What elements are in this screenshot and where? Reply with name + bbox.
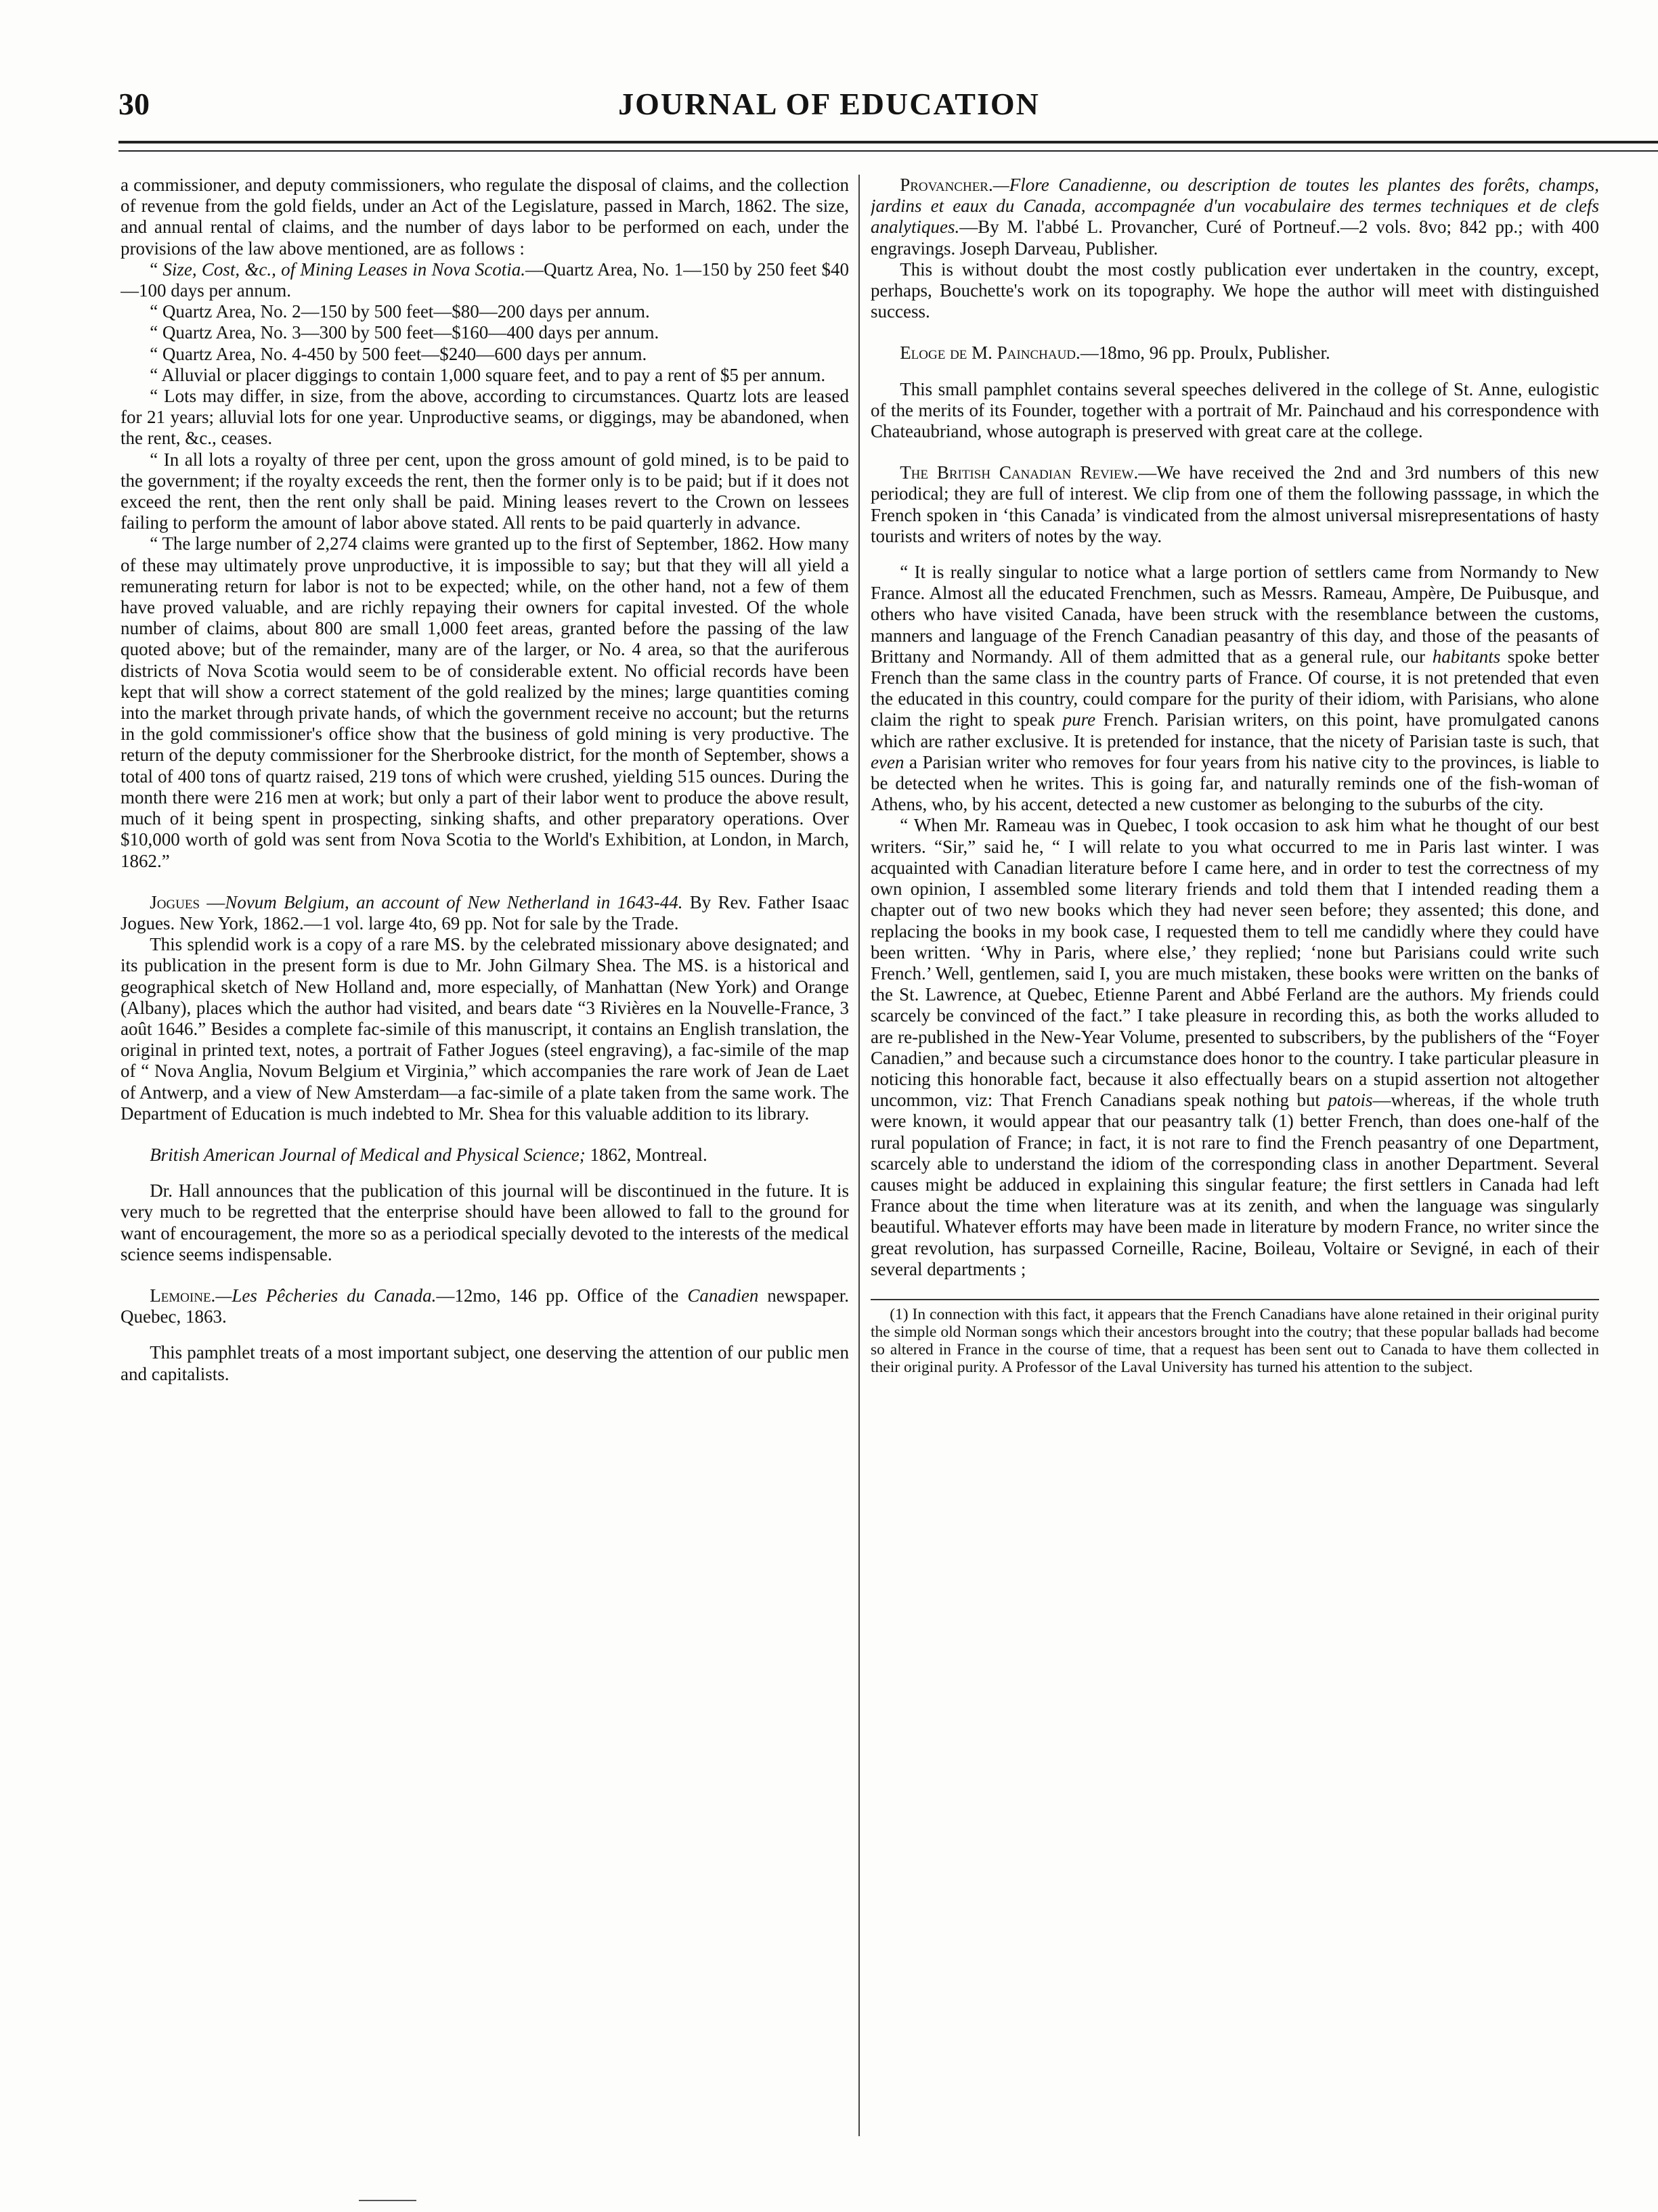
lemoine-title: —Les Pêcheries du Canada. [215,1285,437,1306]
page-number: 30 [118,87,150,121]
quote-1-part-d: a Parisian writer who removes for four years from his native city to the provinces, is liable to be detected when he writes. This is going far, and naturally reminds one of the fish-woman of Athens, who, by his accent, detected a new customer as belonging to the suburbs of the city. [871,751,1599,815]
quote-1-part-a: “ It is really singular to notice what a large portion of settlers came from Normandy to New France. Almost all the educated Frenchmen, such as Messrs. Rameau, Ampère, De Puibusque, and others who have visited Canada, have been struck with the resemblance between the customs, manners and language of the French Canadian peasantry of this day, and those of the peasants of Brittany and Normandy. All of them admitted that as a general rule, our [871,562,1599,667]
review-title: The British Canadian Review. [900,462,1139,483]
lease-area-1: —Quartz Area, No. 1—150 by 250 feet $40—100 days per annum. [121,259,849,301]
quote-1-pure: pure [1062,709,1096,730]
footnote: (1) In connection with this fact, it appears that the French Canadians have alone retained in their original purity the simple old Norman songs which their ancestors brought into the coutry; that these popular ballads had become so altered in France in the course of time, that a request has been sent out to Canada to have them collected in their original purity. A Professor of the Laval University has turned his attention to the subject. [871,1305,1599,1376]
provancher-review: This is without doubt the most costly publication ever undertaken in the country, except, perhaps, Bouchette's work on its topography. We hope the author will meet with distinguished success. [871,259,1599,322]
left-column [121,175,849,2151]
medical-journal-review: Dr. Hall announces that the publication of this journal will be discontinued in the future. It is very much to be regretted that the enterprise should have been allowed to fall to the ground for want of encouragement, the more so as a periodical specially devoted to the interests of the medical science seems indispensable. [121,1180,849,1264]
eloge-entry [871,342,1599,363]
lemoine-place: newspaper. Quebec, 1863. [121,1285,849,1327]
lots-paragraph: “ Lots may differ, in size, from the above, according to circumstances. Quartz lots are leased for 21 years; alluvial lots for one year. Unproductive seams, or diggings, may be abandoned, when the rent, &c., ceases. [121,386,849,449]
lease-paragraph: “ Size, Cost, &c., of Mining Leases in Nova Scotia.—Quartz Area, No. 1—150 by 250 feet $40—100 days per annum. [121,259,849,301]
header-rule-thin [118,150,1658,152]
footnote-rule [871,1299,1599,1300]
provancher-author: Provancher. [900,175,993,195]
eloge-title: Eloge de M. Painchaud. [900,342,1081,363]
royalty-paragraph: “ In all lots a royalty of three per cent, upon the gross amount of gold mined, is to be paid to the government; if the royalty exceeds the rent, then the former only is to be paid; but if it does not exceed the rent, then the rent only shall be paid. Mining leases revert to the Crown on lessees failing to perform the amount of labor above stated. All rents to be paid quarterly in advance. [121,449,849,533]
lease-area-2: “ Quartz Area, No. 2—150 by 500 feet—$80—200 days per annum. [150,301,650,322]
page-bottom-mark [359,2200,416,2201]
lemoine-newspaper: Canadien [687,1285,759,1306]
medical-journal-details: 1862, Montreal. [590,1144,707,1165]
column-divider [858,175,860,2136]
quote-1-even: even [871,751,904,772]
quote-2-patois: patois [1328,1090,1373,1111]
lease-title: Size, Cost, &c., of Mining Leases in Nova Scotia. [162,259,525,280]
quote-2-part-b: —whereas, if the whole truth were known, it would appear that our peasantry talk (1) better French, than does one-half of the rural population of France; in fact, it is not rare to find the French peasantry of one Department, scarcely able to understand the idiom of the corresponding class in another Department. Several causes might be adduced in explaining this singular feature; the first settlers in Canada had left France about the time when literature was at its zenith, and when the language was singularly beautiful. Whatever efforts may have been made in literature by modern France, no writer since the great revolution, has surpassed Corneille, Racine, Boileau, Voltaire or Sevigné, in each of their several departments ; [871,1090,1599,1279]
jogues-author: Jogues [150,891,200,912]
jogues-title: Novum Belgium, an account of New Netherland in 1643-44. [225,891,683,912]
provancher-title: —Flore Canadienne, ou description de toutes les plantes des forêts, champs, jardins et eaux du Canada, accompagnée d'un vocabulaire des termes techniques et de clefs analytiques. [871,175,1599,238]
quote-1-part-b: spoke better French than the same class in the country parts of France. Of course, it is not pretended that even the educated in this country, could compare for the purity of their idiom, with Parisians, who alone claim the right to speak [871,646,1599,730]
lease-area-3: “ Quartz Area, No. 3—300 by 500 feet—$160—400 days per annum. [150,322,659,343]
lemoine-review: This pamphlet treats of a most important subject, one deserving the attention of our public men and capitalists. [121,1342,849,1384]
right-column [871,175,1599,2151]
lemoine-details: —12mo, 146 pp. Office of the [436,1285,679,1306]
commissioner-paragraph: a commissioner, and deputy commissioners, who regulate the disposal of claims, and the collection of revenue from the gold fields, under an Act of the Legislature, passed in March, 1862. The size, and annual rental of claims, and the number of days labor to be performed on each, under the provisions of the law above mentioned, are as follows : [121,175,849,259]
quote-paragraph-2 [871,815,1599,1279]
jogues-entry: Jogues —Novum Belgium, an account of New Netherland in 1643-44. By Rev. Father Isaac Jogues. New York, 1862.—1 vol. large 4to, 69 pp. Not for sale by the Trade. [121,891,849,933]
review-entry [871,462,1599,547]
eloge-details: —18mo, 96 pp. Proulx, Publisher. [1080,342,1330,363]
alluvial-paragraph: “ Alluvial or placer diggings to contain 1,000 square feet, and to pay a rent of $5 per annum. [150,364,826,385]
review-intro: —We have received the 2nd and 3rd numbers of this new periodical; they are full of interest. We clip from one of them the following passsage, in which the French spoken in ‘this Canada’ is vindicated from the almost universal misrepresentations of hasty tourists and writers of notes by the way. [871,462,1599,546]
quote-1-habitants: habitants [1432,646,1501,667]
provancher-entry [871,175,1599,259]
provancher-details: —By M. l'abbé L. Provancher, Curé of Portneuf.—2 vols. 8vo; 842 pp.; with 400 engravings. Joseph Darveau, Publisher. [871,217,1599,259]
quote-1-part-c: French. Parisian writers, on this point, have promulgated canons which are rather exclusive. It is pretended for instance, that the nicety of Parisian taste is such, that [871,709,1599,751]
lemoine-entry [121,1285,849,1327]
jogues-details: By Rev. Father Isaac Jogues. New York, 1862.—1 vol. large 4to, 69 pp. Not for sale by the Trade. [121,891,849,933]
eloge-review: This small pamphlet contains several speeches delivered in the college of St. Anne, eulogistic of the merits of its Founder, together with a portrait of Mr. Painchaud and his correspondence with Chateaubriand, whose autograph is preserved with great care at the college. [871,378,1599,442]
header-rule-thick [118,141,1658,143]
claims-paragraph: “ The large number of 2,274 claims were granted up to the first of September, 1862. How many of these may ultimately prove unproductive, it is impossible to say; but that they will all yield a remunerating return for labor is not to be expected; while, on the other hand, not a few of them have proved valuable, and are richly repaying their owners for capital invested. Of the whole number of claims, about 800 are small 1,000 feet areas, granted before the passing of the law quoted above; but of the remainder, many are of the larger, or No. 4 area, so that the auriferous districts of Nova Scotia would seem to be of considerable extent. No official records have been kept that will show a correct statement of the gold realized by the mines; large quantities coming into the market through private hands, of which the government receive no account; but the returns in the gold commissioner's office show that the business of gold mining is very productive. The return of the deputy commissioner for the Sherbrooke district, for the month of September, shows a total of 400 tons of quartz raised, 219 tons of which were crushed, yielding 515 ounces. During the month there were 216 men at work; but only a part of their labor went to produce the above result, much of it being spent in prospecting, sinking shafts, and other preparatory operations. Over $10,000 worth of gold was sent from Nova Scotia to the World's Exhibition, at London, in March, 1862.” [121,533,849,871]
quote-paragraph-1 [871,562,1599,815]
lease-area-4: “ Quartz Area, No. 4-450 by 500 feet—$240—600 days per annum. [150,343,647,364]
jogues-review: This splendid work is a copy of a rare MS. by the celebrated missionary above designated; and its publication in the present form is due to Mr. John Gilmary Shea. The MS. is a historical and geographical sketch of New Holland and, more especially, of Manhattan (New York) and Orange (Albany), places which the author had visited, and bears date “3 Rivières en la Nouvelle-France, 3 août 1646.” Besides a complete fac-simile of this manuscript, it contains an English translation, the original in printed text, notes, a portrait of Father Jogues (steel engraving), a fac-simile of the map of “ Nova Anglia, Novum Belgium et Virginia,” which accompanies the rare work of Jean de Laet of Antwerp, and a view of New Amsterdam—a fac-simile of a plate taken from the same work. The Department of Education is much indebted to Mr. Shea for this valuable addition to its library. [121,934,849,1124]
quote-2-part-a: “ When Mr. Rameau was in Quebec, I took occasion to ask him what he thought of our best writers. “Sir,” said he, “ I will relate to you what occurred to me in Paris last winter. I was acquainted with Canadian literature before I came here, and in order to test the correctness of my own opinion, I assembled some literary friends and told them that I intended reading them a chapter out of two new books which they had never seen before; they assented; this done, and replacing the books in my book case, I requested them to tell me candidly where they could have been written. ‘Why in Paris, where else,’ they replied; ‘none but Parisians could write such French.’ Well, gentlemen, said I, you are much mistaken, these books were written on the banks of the St. Lawrence, at Quebec, Etienne Parent and Abbé Ferland are the authors. My friends could scarcely be convinced of the fact.” I take pleasure in recording this, as both the works alluded to are re-published in the New-Year Volume, presented to subscribers, by the publishers of the “Foyer Canadien,” and because such a circumstance does honor to the country. I take particular pleasure in noticing this honorable fact, because it also effectually bears on a stupid assertion not altogether uncommon, viz: That French Canadians speak nothing but [871,815,1599,1111]
lemoine-author: Lemoine. [150,1285,216,1306]
medical-journal-title: British American Journal of Medical and Physical Science; [150,1144,586,1165]
medical-journal-entry [121,1145,849,1166]
running-title: JOURNAL OF EDUCATION [618,87,1040,121]
